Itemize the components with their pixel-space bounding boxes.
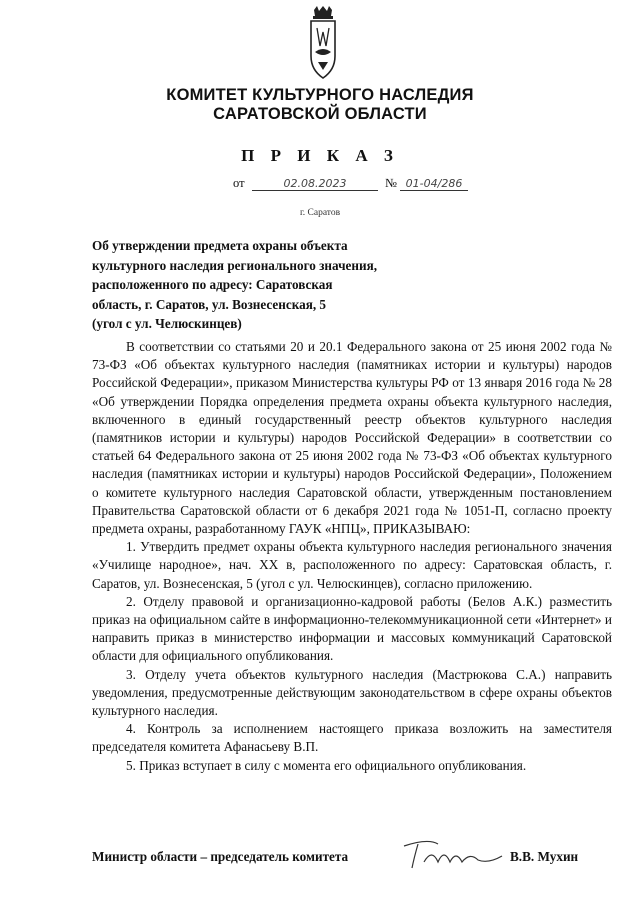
handwritten-signature [398,834,508,874]
order-item: 3. Отделу учета объектов культурного наследия (Мастрюкова С.А.) направить уведомления, предусмотренные действующим законодательством в сфере охраны объектов культурного наследия. [92,666,612,719]
order-item: 5. Приказ вступает в силу с момента его официального опубликования. [126,757,527,773]
order-item: 2. Отделу правовой и организационно-кадровой работы (Белов А.К.) разместить приказ на официальном сайте в информационно-телекоммуникационной сети «Интернет» и направить приказ в министерство информации и массовых коммуникаций Саратовской области для официального опубликования. [92,593,612,664]
order-item: 1. Утвердить предмет охраны объекта культурного наследия регионального значения «Училище народное», нач. XX в, расположенного по адресу: Саратовская область, г. Саратов, ул. Вознесенская, 5 (угол с ул. Челюскинцев), согласно приложению. [92,539,612,591]
order-subject [92,236,452,334]
date-label: от [233,176,245,190]
subject-line: культурного наследия регионального значения, [92,257,378,273]
committee-name-line2: САРАТОВСКОЙ ОБЛАСТИ [213,105,427,123]
order-body [92,338,612,775]
subject-line: область, г. Саратов, ул. Вознесенская, 5 [92,296,327,312]
subject-line: расположенного по адресу: Саратовская [92,277,333,293]
subject-line: Об утверждении предмета охраны объекта [92,238,348,253]
order-item: 4. Контроль за исполнением настоящего приказа возложить на заместителя председателя комитета Афанасьеву В.П. [92,721,612,755]
date-value: 02.08.2023 [252,177,378,191]
number-value: 01-04/286 [400,177,468,191]
document-title: П Р И К А З [241,146,399,165]
committee-name-line1: КОМИТЕТ КУЛЬТУРНОГО НАСЛЕДИЯ [166,86,474,104]
preamble-paragraph: В соответствии со статьями 20 и 20.1 Федерального закона от 25 июня 2002 года № 73-ФЗ «Об объектах культурного наследия (памятниках истории и культуры) народов Российской Федерации», приказом Министерства культуры РФ от 13 января 2016 года № 28 «Об утверждении Порядка определения предмета охраны объекта культурного наследия, включенного в единый государственный реестр объектов культурного наследия (памятников истории и культуры) народов Российской Федерации» в соответствии со статьей 64 Федерального закона от 25 июня 2002 года № 73-ФЗ «Об объектах культурного наследия (памятниках истории и культуры) народов Российской Федерации», Положением о комитете культурного наследия Саратовской области, утвержденным постановлением Правительства Саратовской области от 6 декабря 2021 года № 1051-П, согласно проекту предмета охраны, разработанному ГАУК «НПЦ», ПРИКАЗЫВАЮ: [92,339,612,537]
signatory-name: В.В. Мухин [510,849,579,864]
number-label: № [385,176,397,190]
coat-of-arms-icon [306,6,340,82]
signatory-position: Министр области – председатель комитета [92,849,349,864]
city: г. Саратов [299,208,341,218]
subject-line: (угол с ул. Челюскинцев) [92,316,242,332]
